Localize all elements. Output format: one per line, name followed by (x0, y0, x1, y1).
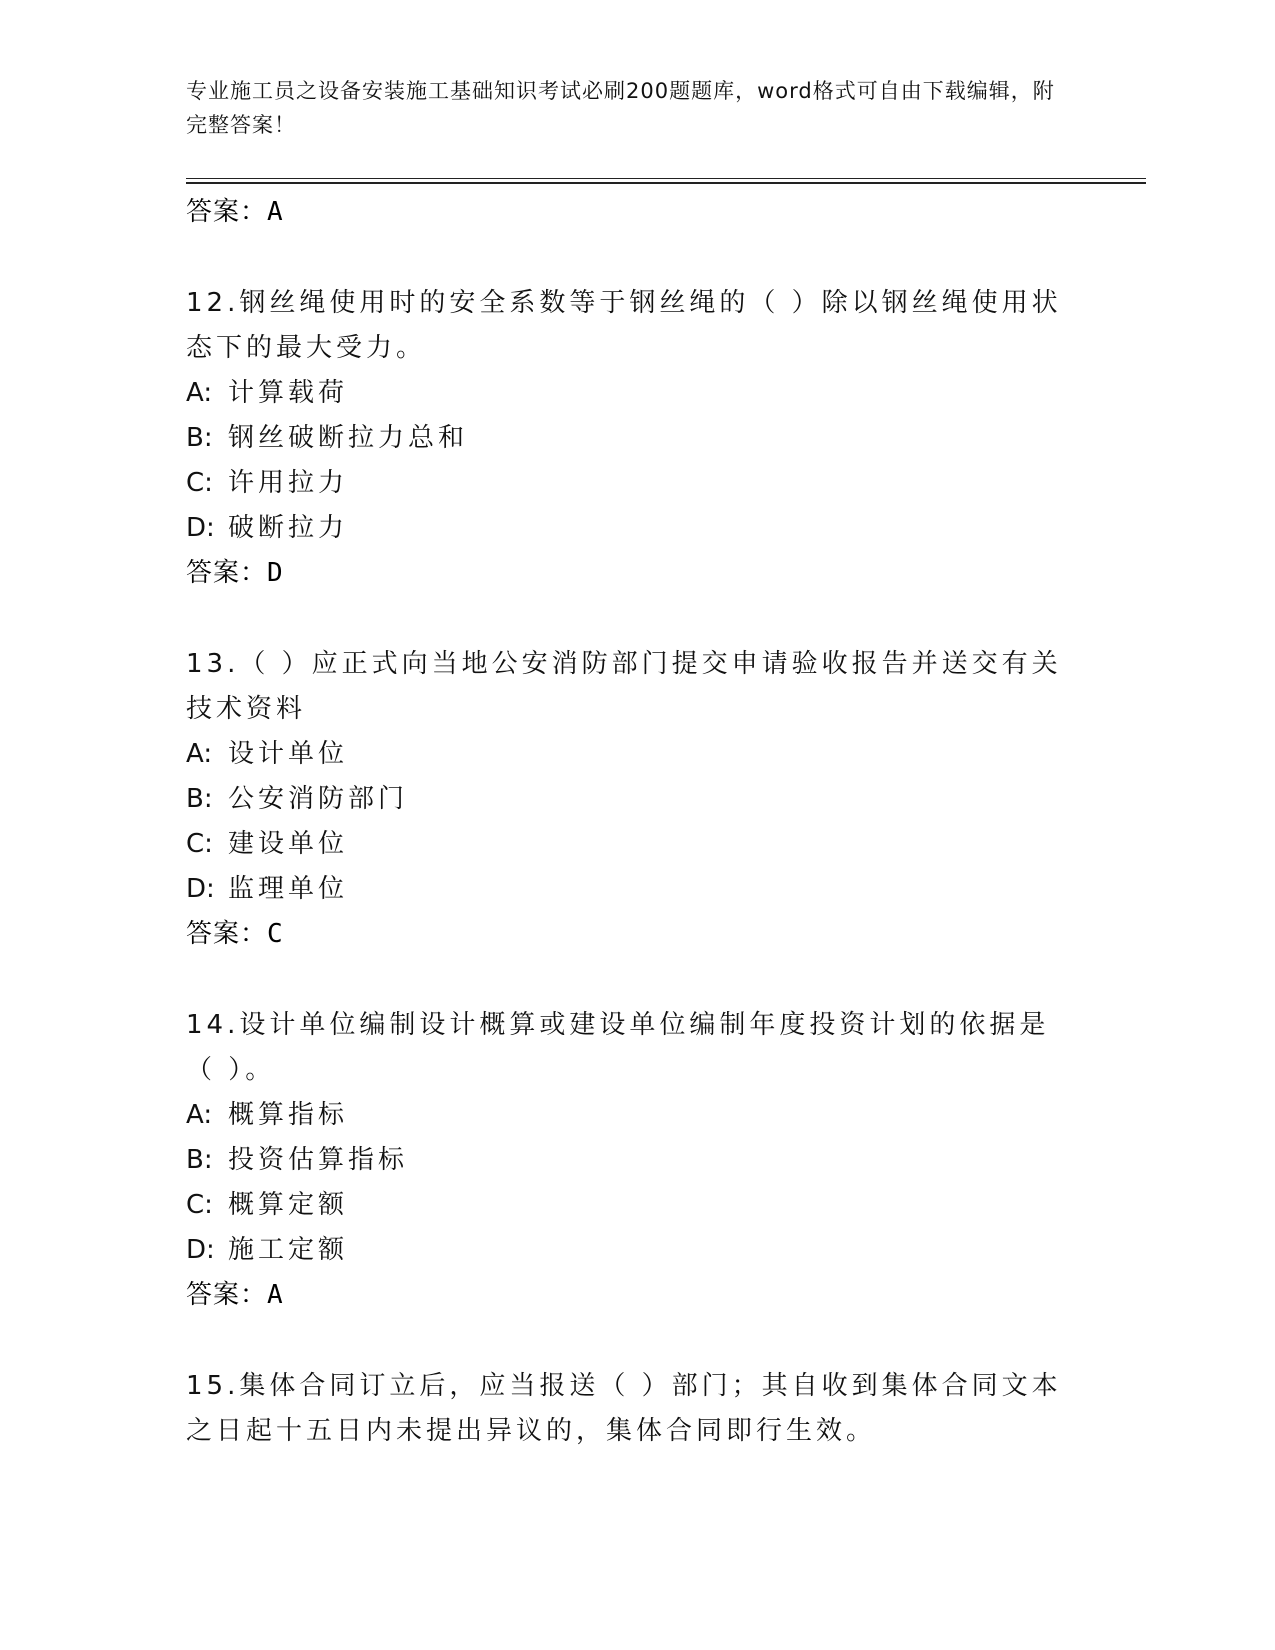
option-text: 概算指标 (228, 1100, 349, 1130)
answer-line (186, 912, 1086, 957)
question-text: 14.设计单位编制设计概算或建设单位编制年度投资计划的依据是（ ）。 (186, 1010, 1050, 1085)
answer-line (186, 1273, 1086, 1318)
option-letter: C: (186, 829, 213, 859)
option-letter: D: (186, 874, 215, 904)
question-block (186, 642, 1086, 957)
option-text: 设计单位 (228, 739, 349, 769)
option-text: 概算定额 (228, 1190, 349, 1220)
answer-label: 答案： (186, 1280, 268, 1310)
option-text: 计算载荷 (228, 378, 349, 408)
header-divider-thick (186, 182, 1146, 184)
option-letter: A: (186, 1100, 213, 1130)
document-header: 专业施工员之设备安装施工基础知识考试必刷200题题库，word格式可自由下载编辑，附完整答案！ (186, 79, 1055, 137)
option-text: 公安消防部门 (228, 784, 409, 814)
question-text: 13.（ ）应正式向当地公安消防部门提交申请验收报告并送交有关技术资料 (186, 649, 1062, 724)
option-letter: D: (186, 1235, 215, 1265)
answer-value: A (267, 197, 284, 227)
option-text: 破断拉力 (228, 513, 349, 543)
option-a (186, 371, 1086, 416)
question-text: 15.集体合同订立后，应当报送（ ）部门；其自收到集体合同文本之日起十五日内未提出异议的，集体合同即行生效。 (186, 1371, 1062, 1446)
header-divider (186, 178, 1146, 179)
question-text: 12.钢丝绳使用时的安全系数等于钢丝绳的（ ）除以钢丝绳使用状态下的最大受力。 (186, 288, 1062, 363)
question-block (186, 1364, 1086, 1454)
option-text: 监理单位 (228, 874, 349, 904)
option-b (186, 416, 1086, 461)
option-b (186, 777, 1086, 822)
option-letter: C: (186, 468, 213, 498)
option-b (186, 1138, 1086, 1183)
option-letter: B: (186, 1145, 213, 1175)
option-text: 许用拉力 (228, 468, 349, 498)
option-c (186, 822, 1086, 867)
question-list (186, 190, 1086, 1454)
option-letter: B: (186, 784, 213, 814)
option-text: 钢丝破断拉力总和 (228, 423, 469, 453)
option-text: 建设单位 (228, 829, 349, 859)
answer-label: 答案： (186, 197, 268, 227)
option-letter: C: (186, 1190, 213, 1220)
answer-label: 答案： (186, 919, 268, 949)
option-d (186, 506, 1086, 551)
option-d (186, 867, 1086, 912)
option-letter: A: (186, 378, 213, 408)
option-a (186, 1093, 1086, 1138)
answer-label: 答案： (186, 558, 268, 588)
answer-line (186, 190, 1086, 235)
option-a (186, 732, 1086, 777)
option-d (186, 1228, 1086, 1273)
question-block (186, 1003, 1086, 1318)
question-block (186, 281, 1086, 596)
option-c (186, 1183, 1086, 1228)
option-letter: A: (186, 739, 213, 769)
option-c (186, 461, 1086, 506)
option-text: 投资估算指标 (228, 1145, 409, 1175)
answer-value: D (267, 558, 284, 588)
answer-value: C (267, 919, 284, 949)
answer-line (186, 551, 1086, 596)
option-letter: B: (186, 423, 213, 453)
answer-value: A (267, 1280, 284, 1310)
option-letter: D: (186, 513, 215, 543)
option-text: 施工定额 (228, 1235, 349, 1265)
